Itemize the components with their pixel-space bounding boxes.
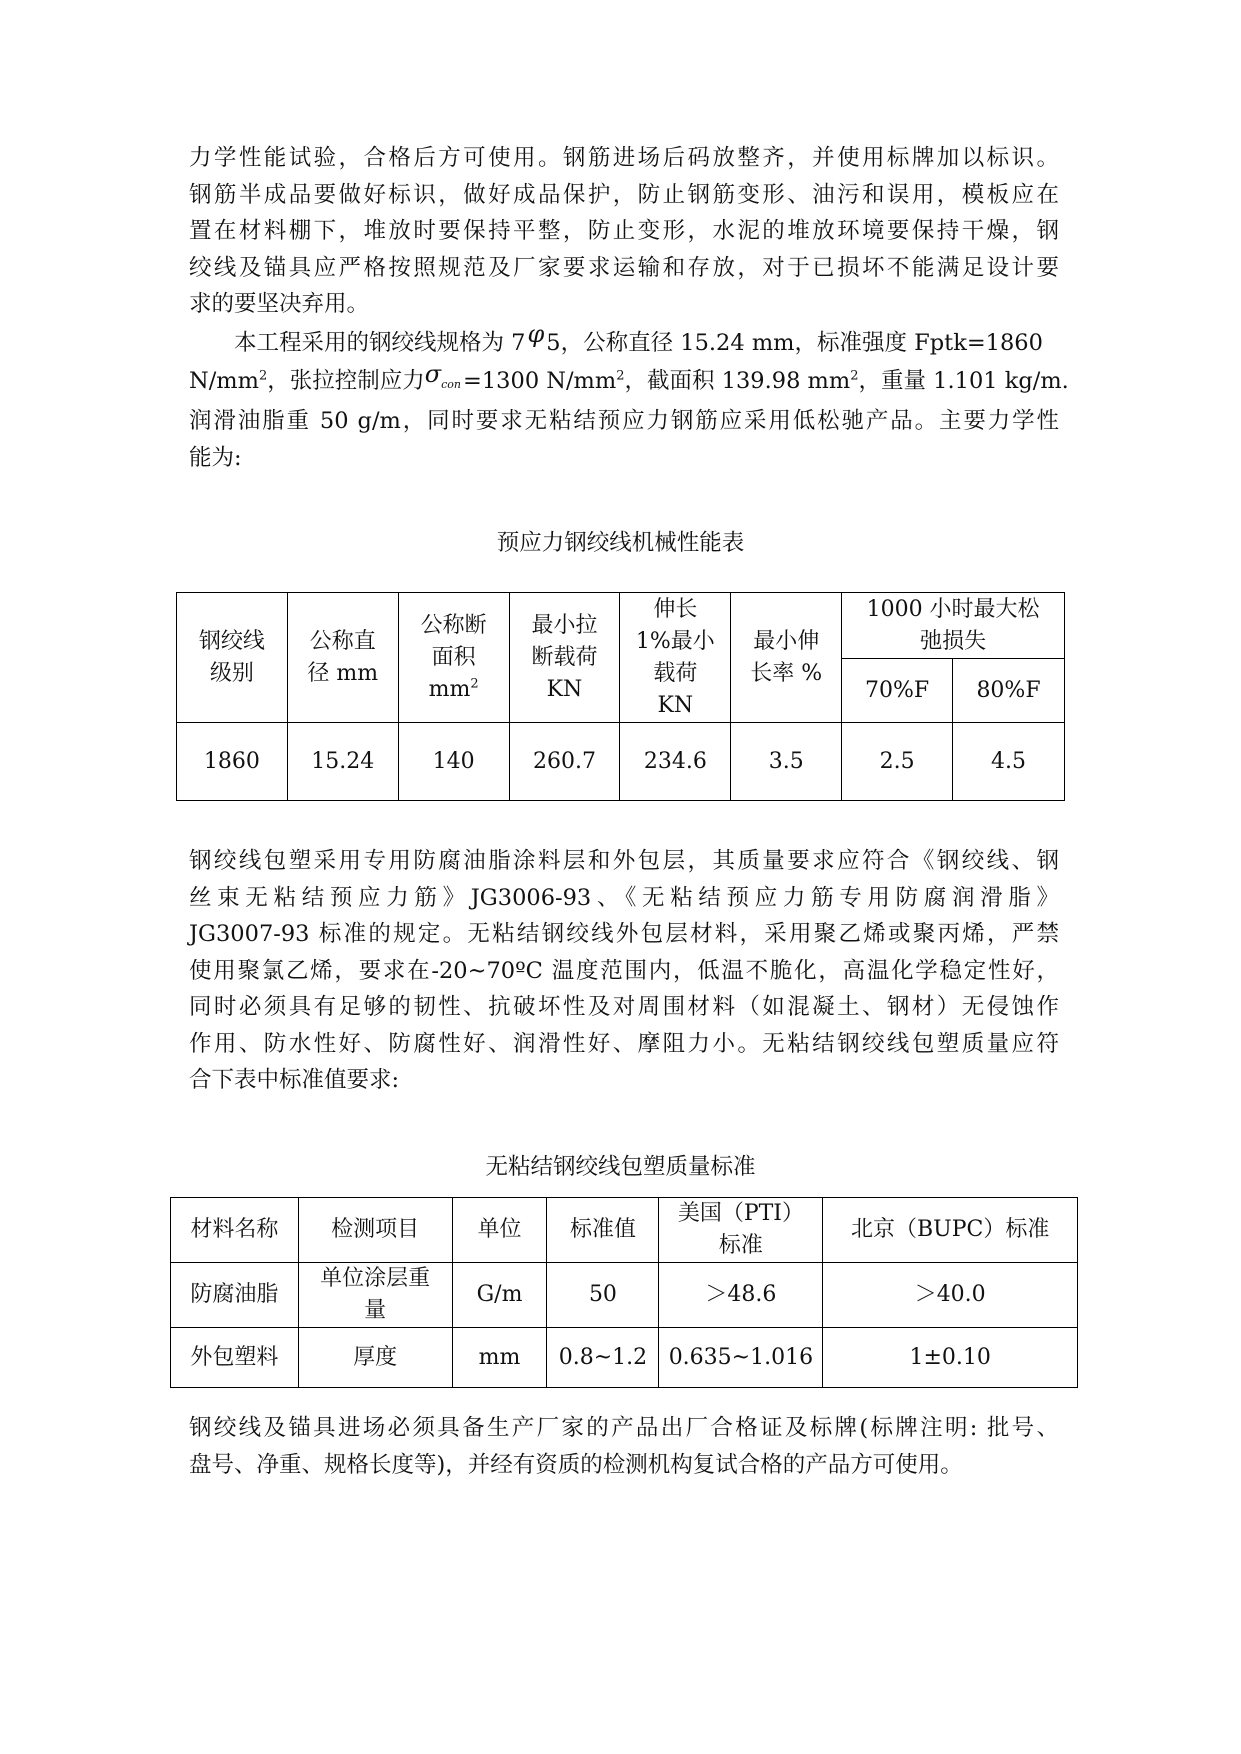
- header-unit: 单位: [452, 1198, 547, 1263]
- header-relax-80: 80%F: [953, 659, 1065, 723]
- table-cell: 4.5: [953, 723, 1065, 801]
- header-pti: 美国（PTI） 标准: [659, 1198, 823, 1263]
- header-min-breaking-load: 最小拉 断载荷 KN: [509, 593, 620, 723]
- header-min-elongation: 最小伸 长率 %: [731, 593, 842, 723]
- header-relax-70: 70%F: [842, 659, 953, 723]
- coating-line: 同时必须具有足够的韧性、抗破坏性及对周围材料（如混凝土、钢材）无侵蚀作: [189, 994, 1059, 1020]
- spec-line-2: [189, 359, 1069, 404]
- coating-quality-table: [170, 1197, 1078, 1388]
- intro-paragraph: [189, 140, 1059, 323]
- table1-caption: 预应力钢绞线机械性能表: [496, 530, 745, 556]
- intro-line: 置在材料棚下，堆放时要保持平整，防止变形，水泥的堆放环境要保持干燥，钢: [189, 218, 1059, 244]
- header-diameter: 公称直 径 mm: [287, 593, 398, 723]
- spec-line-1: [189, 320, 1059, 362]
- mechanical-properties-table: [176, 592, 1065, 801]
- table-cell: 2.5: [842, 723, 953, 801]
- table-row: [171, 1328, 1078, 1388]
- closing-line: 钢绞线及锚具进场必须具备生产厂家的产品出厂合格证及标牌(标牌注明: 批号、: [189, 1415, 1059, 1441]
- sigma-symbol: σ: [424, 359, 442, 388]
- spec-text: ，截面积 139.98 mm: [624, 367, 851, 394]
- intro-line: 绞线及锚具应严格按照规范及厂家要求运输和存放，对于已损坏不能满足设计要: [189, 254, 1059, 281]
- coating-paragraph: [189, 843, 1059, 1099]
- header-material: 材料名称: [171, 1198, 299, 1263]
- table-cell: 单位涂层重 量: [298, 1263, 452, 1328]
- table-cell: 外包塑料: [171, 1328, 299, 1388]
- spec-text: ，张拉控制应力: [267, 367, 425, 394]
- coating-line: JG3007-93 标准的规定。无粘结钢绞线外包层材料，采用聚乙烯或聚丙烯，严禁: [189, 921, 1059, 947]
- table-header-row: [177, 593, 1065, 659]
- spec-text: 本工程采用的钢绞线规格为 7: [234, 330, 526, 356]
- spec-text: ，重量 1.101 kg/m.: [858, 367, 1069, 394]
- table-cell: 厚度: [298, 1328, 452, 1388]
- table-row: [177, 723, 1065, 801]
- table-cell: 15.24: [287, 723, 398, 801]
- superscript: 2: [258, 368, 268, 383]
- intro-line: 钢筋半成品要做好标识，做好成品保护，防止钢筋变形、油污和误用，模板应在: [189, 181, 1059, 208]
- header-relaxation: 1000 小时最大松 弛损失: [842, 593, 1065, 659]
- table-cell: G/m: [452, 1263, 547, 1328]
- header-bupc: 北京（BUPC）标准: [823, 1198, 1078, 1263]
- table-cell: 1±0.10: [823, 1328, 1078, 1388]
- coating-line: 丝束无粘结预应力筋》JG3006-93、《无粘结预应力筋专用防腐润滑脂》: [189, 884, 1059, 911]
- header-grade: 钢绞线 级别: [177, 593, 288, 723]
- closing-line: 盘号、净重、规格长度等)，并经有资质的检测机构复试合格的产品方可使用。: [189, 1451, 963, 1478]
- closing-paragraph: [189, 1410, 1059, 1483]
- table-cell: 0.635~1.016: [659, 1328, 823, 1388]
- table-cell: ＞48.6: [659, 1263, 823, 1328]
- table-cell: 0.8~1.2: [547, 1328, 659, 1388]
- spec-line-3: 润滑油脂重 50 g/m，同时要求无粘结预应力钢筋应采用低松驰产品。主要力学性: [189, 408, 1059, 434]
- table-cell: 1860: [177, 723, 288, 801]
- sigma-subscript: con: [441, 377, 462, 391]
- coating-line: 钢绞线包塑采用专用防腐油脂涂料层和外包层，其质量要求应符合《钢绞线、钢: [189, 848, 1059, 874]
- table-cell: ＞40.0: [823, 1263, 1078, 1328]
- coating-line: 作用、防水性好、防腐性好、润滑性好、摩阻力小。无粘结钢绞线包塑质量应符: [189, 1030, 1059, 1057]
- table-cell: 防腐油脂: [171, 1263, 299, 1328]
- phi-symbol: φ: [527, 320, 545, 348]
- coating-line: 使用聚氯乙烯，要求在-20~70ºC 温度范围内，低温不脆化，高温化学稳定性好，: [189, 957, 1059, 984]
- superscript: 2: [616, 368, 625, 383]
- header-elongation-load: 伸长 1%最小 载荷 KN: [620, 593, 731, 723]
- intro-line: 求的要坚决弃用。: [189, 291, 370, 317]
- header-area: 公称断 面积 $mm^2$: [398, 593, 509, 723]
- header-item: 检测项目: [298, 1198, 452, 1263]
- header-standard: 标准值: [547, 1198, 659, 1263]
- spec-text: =1300 N/mm: [463, 367, 617, 394]
- spec-text: 5，公称直径 15.24 mm，标准强度 Fptk=1860: [546, 330, 1043, 356]
- spec-paragraph: [189, 320, 1069, 476]
- coating-line: 合下表中标准值要求:: [189, 1067, 400, 1093]
- table-cell: 50: [547, 1263, 659, 1328]
- spec-line-4: 能为:: [189, 444, 242, 471]
- superscript: 2: [850, 368, 859, 383]
- table-cell: mm: [452, 1328, 547, 1388]
- table-header-row: [171, 1198, 1078, 1263]
- spec-text: N/mm: [189, 367, 259, 394]
- table-cell: 260.7: [509, 723, 620, 801]
- table-row: [171, 1263, 1078, 1328]
- table-cell: 140: [398, 723, 509, 801]
- table-cell: 3.5: [731, 723, 842, 801]
- table2-caption: 无粘结钢绞线包塑质量标准: [485, 1154, 756, 1180]
- table-cell: 234.6: [620, 723, 731, 801]
- intro-line: 力学性能试验，合格后方可使用。钢筋进场后码放整齐，并使用标牌加以标识。: [189, 145, 1059, 171]
